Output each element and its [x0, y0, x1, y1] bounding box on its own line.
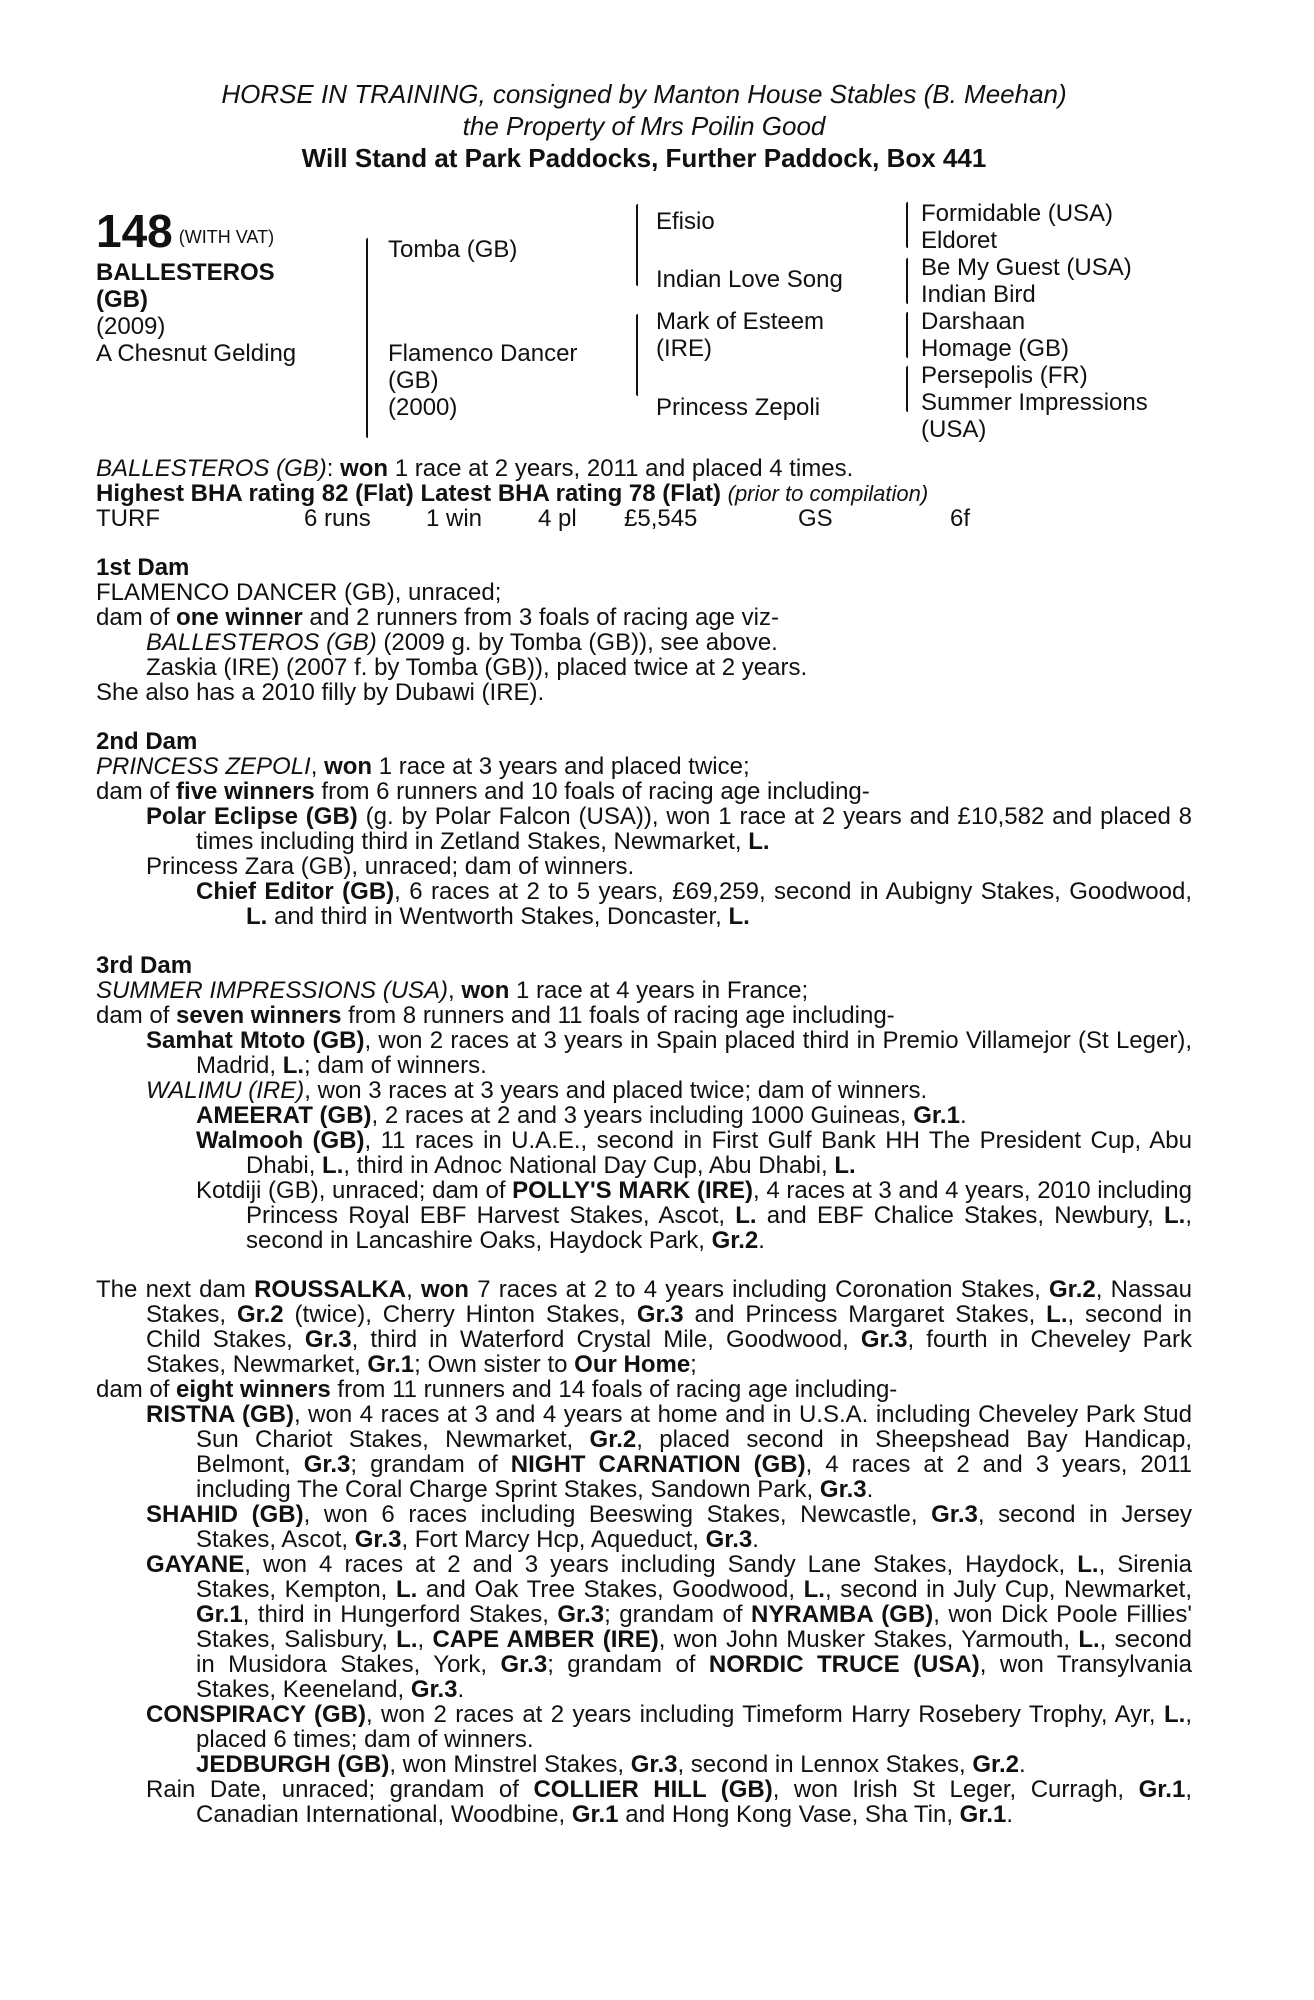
- dams-sire-2: (IRE): [656, 335, 712, 362]
- turf-record: TURF 6 runs 1 win 4 pl £5,545 GS 6f: [96, 505, 971, 532]
- horse-name: BALLESTEROS (GB): [96, 259, 275, 313]
- dam-line-1: Flamenco Dancer: [388, 340, 578, 367]
- gg-brace-4: [906, 366, 908, 412]
- sd-sire: Be My Guest (USA): [921, 254, 1132, 281]
- ss-dam: Eldoret: [921, 227, 998, 254]
- ds-dam: Homage (GB): [921, 335, 1070, 362]
- dams-dam: Princess Zepoli: [656, 394, 821, 421]
- dam-parents-brace: [636, 314, 638, 396]
- first-dam-section: 1st Dam FLAMENCO DANCER (GB), unraced; dam of one winner and 2 runners from 3 foals of racing age viz- BALLESTEROS (GB) (2009 g. by Tomba (GB)), see above. Zaskia (IRE) (2007 f. by Tomba (GB)), placed twice at 2 years. She also has a 2010 filly by Dubawi (IRE).: [96, 555, 1192, 705]
- gg-brace-1: [906, 202, 908, 248]
- dd-dam-2: (USA): [921, 416, 987, 443]
- horse-year: (2009): [96, 313, 166, 340]
- horse-description: A Chesnut Gelding: [96, 340, 297, 367]
- lot-header: [96, 78, 1192, 174]
- pedigree-table: [96, 196, 1192, 446]
- property-line: the Property of Mrs Poilin Good: [462, 111, 826, 141]
- consignor-line: HORSE IN TRAINING, consigned by Manton House Stables (B. Meehan): [221, 79, 1067, 109]
- dam-line-3: (2000): [388, 394, 458, 421]
- sire: Tomba (GB): [388, 236, 518, 263]
- catalogue-body: [96, 456, 1192, 1827]
- section-heading: 1st Dam: [96, 554, 190, 581]
- dams-sire-1: Mark of Esteem: [656, 308, 825, 335]
- gg-brace-3: [906, 312, 908, 358]
- ss-sire: Formidable (USA): [921, 200, 1114, 227]
- sd-dam: Indian Bird: [921, 281, 1036, 308]
- section-heading: 3rd Dam: [96, 952, 193, 979]
- rating-line: Highest BHA rating 82 (Flat) Latest BHA rating 78 (Flat) (prior to compilation): [96, 480, 929, 507]
- ds-sire: Darshaan: [921, 308, 1026, 335]
- lot-number-block: [96, 205, 275, 257]
- next-dam-section: The next dam ROUSSALKA, won 7 races at 2 to 4 years including Coronation Stakes, Gr.2, Nassau Stakes, Gr.2 (twice), Cherry Hinton Stakes, Gr.3 and Princess Margaret Stakes, L., second in Child Stakes, Gr.3, third in Waterford Crystal Mile, Goodwood, Gr.3, fourth in Cheveley Park Stakes, Newmarket, Gr.1; Own sister to Our Home; dam of eight winners from 11 runners and 14 foals of racing age including- RISTNA (GB), won 4 races at 3 and 4 years at home and in U.S.A. including Cheveley Park Stud Sun Chariot Stakes, Newmarket, Gr.2, placed second in Sheepshead Bay Handicap, Belmont, Gr.3; grandam of NIGHT CARNATION (GB), 4 races at 2 and 3 years, 2011 including The Coral Charge Sprint Stakes, Sandown Park, Gr.3. SHAHID (GB), won 6 races including Beeswing Stakes, Newcastle, Gr.3, second in Jersey Stakes, Ascot, Gr.3, Fort Marcy Hcp, Aqueduct, Gr.3. GAYANE, won 4 races at 2 and 3 years including Sandy Lane Stakes, Haydock, L., Sirenia Stakes, Kempton, L. and Oak Tree Stakes, Goodwood, L., second in July Cup, Newmarket, Gr.1, third in Hungerford Stakes, Gr.3; grandam of NYRAMBA (GB), won Dick Poole Fillies' Stakes, Salisbury, L., CAPE AMBER (IRE), won John Musker Stakes, Yarmouth, L., second in Musidora Stakes, York, Gr.3; grandam of NORDIC TRUCE (USA), won Transylvania Stakes, Keeneland, Gr.3. CONSPIRACY (GB), won 2 races at 2 years including Timeform Harry Rosebery Trophy, Ayr, L., placed 6 times; dam of winners. JEDBURGH (GB), won Minstrel Stakes, Gr.3, second in Lennox Stakes, Gr.2. Rain Date, unraced; grandam of COLLIER HILL (GB), won Irish St Leger, Curragh, Gr.1, Canadian International, Woodbine, Gr.1 and Hong Kong Vase, Sha Tin, Gr.1.: [96, 1276, 1193, 1828]
- gg-brace-2: [906, 258, 908, 304]
- third-dam-section: 3rd Dam SUMMER IMPRESSIONS (USA), won 1 race at 4 years in France; dam of seven winners from 8 runners and 11 foals of racing age including- Samhat Mtoto (GB), won 2 races at 3 years in Spain placed third in Premio Villamejor (St Leger), Madrid, L.; dam of winners. WALIMU (IRE), won 3 races at 3 years and placed twice; dam of winners. AMEERAT (GB), 2 races at 2 and 3 years including 1000 Guineas, Gr.1. Walmooh (GB), 11 races in U.A.E., second in First Gulf Bank HH The President Cup, Abu Dhabi, L., third in Adnoc National Day Cup, Abu Dhabi, L. Kotdiji (GB), unraced; dam of POLLY'S MARK (IRE), 4 races at 3 and 4 years, 2010 including Princess Royal EBF Harvest Stakes, Ascot, L. and EBF Chalice Stakes, Newbury, L., second in Lancashire Oaks, Haydock Park, Gr.2.: [96, 952, 1193, 1254]
- dd-dam-1: Summer Impressions: [921, 389, 1148, 416]
- second-dam-section: 2nd Dam PRINCESS ZEPOLI, won 1 race at 3 years and placed twice; dam of five winners from 6 runners and 10 foals of racing age including- Polar Eclipse (GB) (g. by Polar Falcon (USA)), won 1 race at 2 years and £10,582 and placed 8 times including third in Zetland Stakes, Newmarket, L. Princess Zara (GB), unraced; dam of winners. Chief Editor (GB), 6 races at 2 to 5 years, £69,259, second in Aubigny Stakes, Goodwood, L. and third in Wentworth Stakes, Doncaster, L.: [96, 728, 1192, 930]
- sires-dam: Indian Love Song: [656, 266, 843, 293]
- catalogue-page: [96, 78, 1192, 1827]
- section-heading: 2nd Dam: [96, 728, 198, 755]
- location-line: Will Stand at Park Paddocks, Further Paddock, Box 441: [301, 143, 987, 173]
- race-summary: BALLESTEROS (GB): won 1 race at 2 years, 2011 and placed 4 times.: [96, 455, 854, 482]
- lot-number: 148: [96, 205, 173, 257]
- dd-sire: Persepolis (FR): [921, 362, 1088, 389]
- sires-sire: Efisio: [656, 208, 715, 235]
- sire-dam-brace: [366, 238, 368, 438]
- sire-parents-brace: [636, 204, 638, 286]
- vat-note: (WITH VAT): [178, 227, 275, 247]
- dam-line-2: (GB): [388, 367, 439, 394]
